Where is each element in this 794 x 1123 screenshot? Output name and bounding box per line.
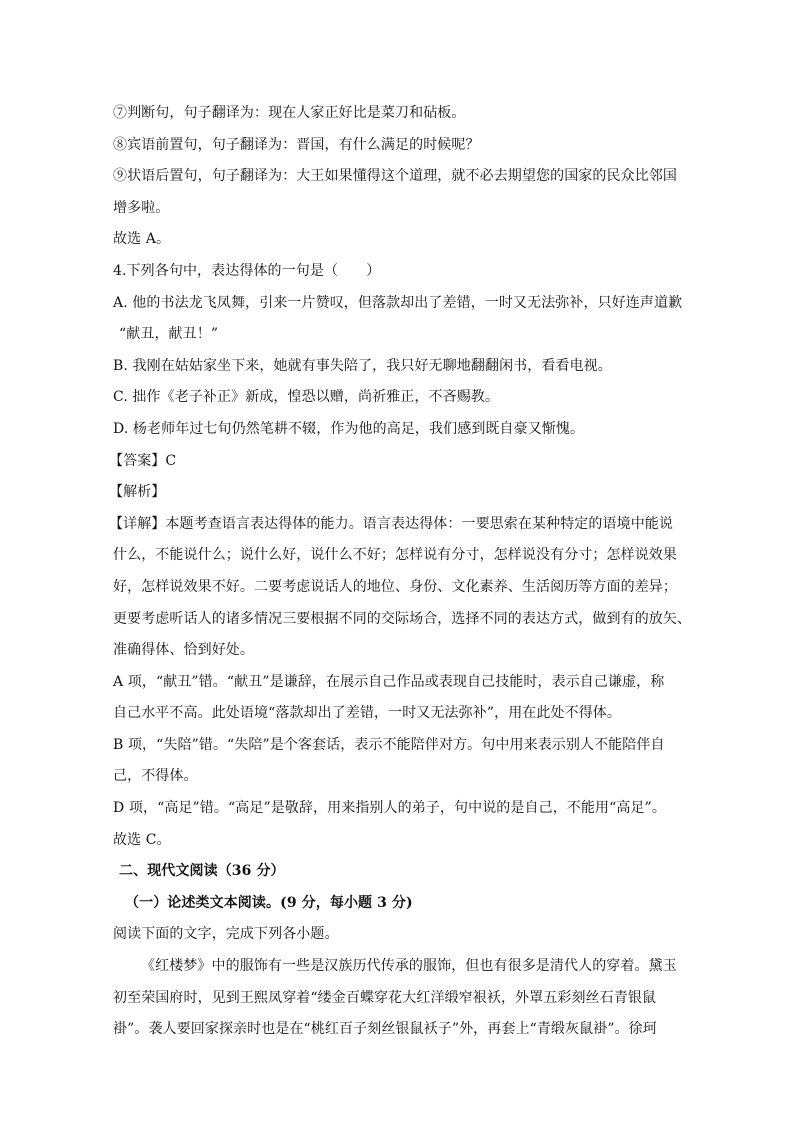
section-heading: 二、现代文阅读（36 分） [119, 863, 285, 880]
passage-paragraph: 《红楼梦》中的服饰有一些是汉族历代传承的服饰，但也有很多是清代人的穿着。黛玉 [141, 958, 677, 975]
text-line: ⑦判断句，句子翻译为：现在人家正好比是菜刀和砧板。 [113, 105, 466, 121]
answer-label: 【答案】C [109, 452, 177, 469]
text-line: 准确得体、恰到好处。 [113, 642, 254, 659]
passage-line: 初至荣国府时，见到王熙凤穿着“缕金百蝶穿花大红洋缎窄裉袄，外罩五彩刻丝石青银鼠 [113, 989, 657, 1006]
text-line: 增多啦。 [113, 199, 170, 216]
text-line: 故选 C。 [113, 831, 171, 848]
question-stem: 4.下列各句中，表达得体的一句是（ ） [113, 262, 381, 279]
option-b: B. 我刚在姑姑家坐下来，她就有事失陪了，我只好无聊地翻翻闲书，看看电视。 [113, 357, 612, 374]
text-line: ⑧宾语前置句，句子翻译为：晋国，有什么满足的时候呢？ [113, 136, 480, 153]
text-line: 什么，不能说什么；说什么好，说什么不好；怎样说有分寸，怎样说没有分寸；怎样说效果 [113, 547, 677, 564]
item-a-analysis: A 项，“献丑”错。“献丑”是谦辞，在展示自己作品或表现自己技能时，表示自己谦虚，称 [113, 673, 665, 690]
item-d-analysis: D 项，“高足”错。“高足”是敬辞，用来指别人的弟子，句中说的是自己，不能用“高足”。 [113, 800, 666, 817]
reading-instruction: 阅读下面的文字，完成下列各小题。 [113, 926, 339, 943]
analysis-label: 【解析】 [109, 484, 166, 501]
item-b-analysis: B 项，“失陪”错。“失陪”是个客套话，表示不能陪伴对方。句中用来表示别人不能陪伴自 [113, 736, 665, 753]
text-line: 好，怎样说效果不好。二要考虑说话人的地位、身份、文化素养、生活阅历等方面的差异； [113, 578, 677, 595]
option-a-continuation: “献丑，献丑！” [119, 326, 219, 343]
text-line: 故选 A。 [113, 231, 171, 248]
text-line: 更要考虑听话人的诸多情况三要根据不同的交际场合，选择不同的表达方式，做到有的放矢、 [113, 610, 692, 627]
passage-line: 褂”。袭人要回家探亲时也是在“桃红百子刻丝银鼠袄子”外，再套上“青缎灰鼠褂”。徐珂 [113, 1021, 657, 1038]
text-line: ⑨状语后置句，句子翻译为：大王如果懂得这个道理，就不必去期望您的国家的民众比邻国 [113, 168, 677, 185]
option-d: D. 杨老师年过七旬仍然笔耕不辍，作为他的高足，我们感到既自豪又惭愧。 [113, 420, 585, 437]
detail-paragraph: 【详解】本题考查语言表达得体的能力。语言表达得体：一要思索在某种特定的语境中能说 [109, 515, 673, 532]
option-c: C. 拙作《老子补正》新成，惶恐以赠，尚祈雅正，不吝赐教。 [113, 389, 500, 406]
text-line: 己，不得体。 [113, 768, 198, 785]
text-line: 自己水平不高。此处语境“落款却出了差错，一时又无法弥补”，用在此处不得体。 [113, 705, 622, 722]
subsection-heading: （一）论述类文本阅读。(9 分，每小题 3 分) [125, 894, 413, 911]
document-body [109, 98, 692, 1046]
option-a: A. 他的书法龙飞凤舞，引来一片赞叹，但落款却出了差错，一时又无法弥补，只好连声道歉 [113, 294, 683, 311]
